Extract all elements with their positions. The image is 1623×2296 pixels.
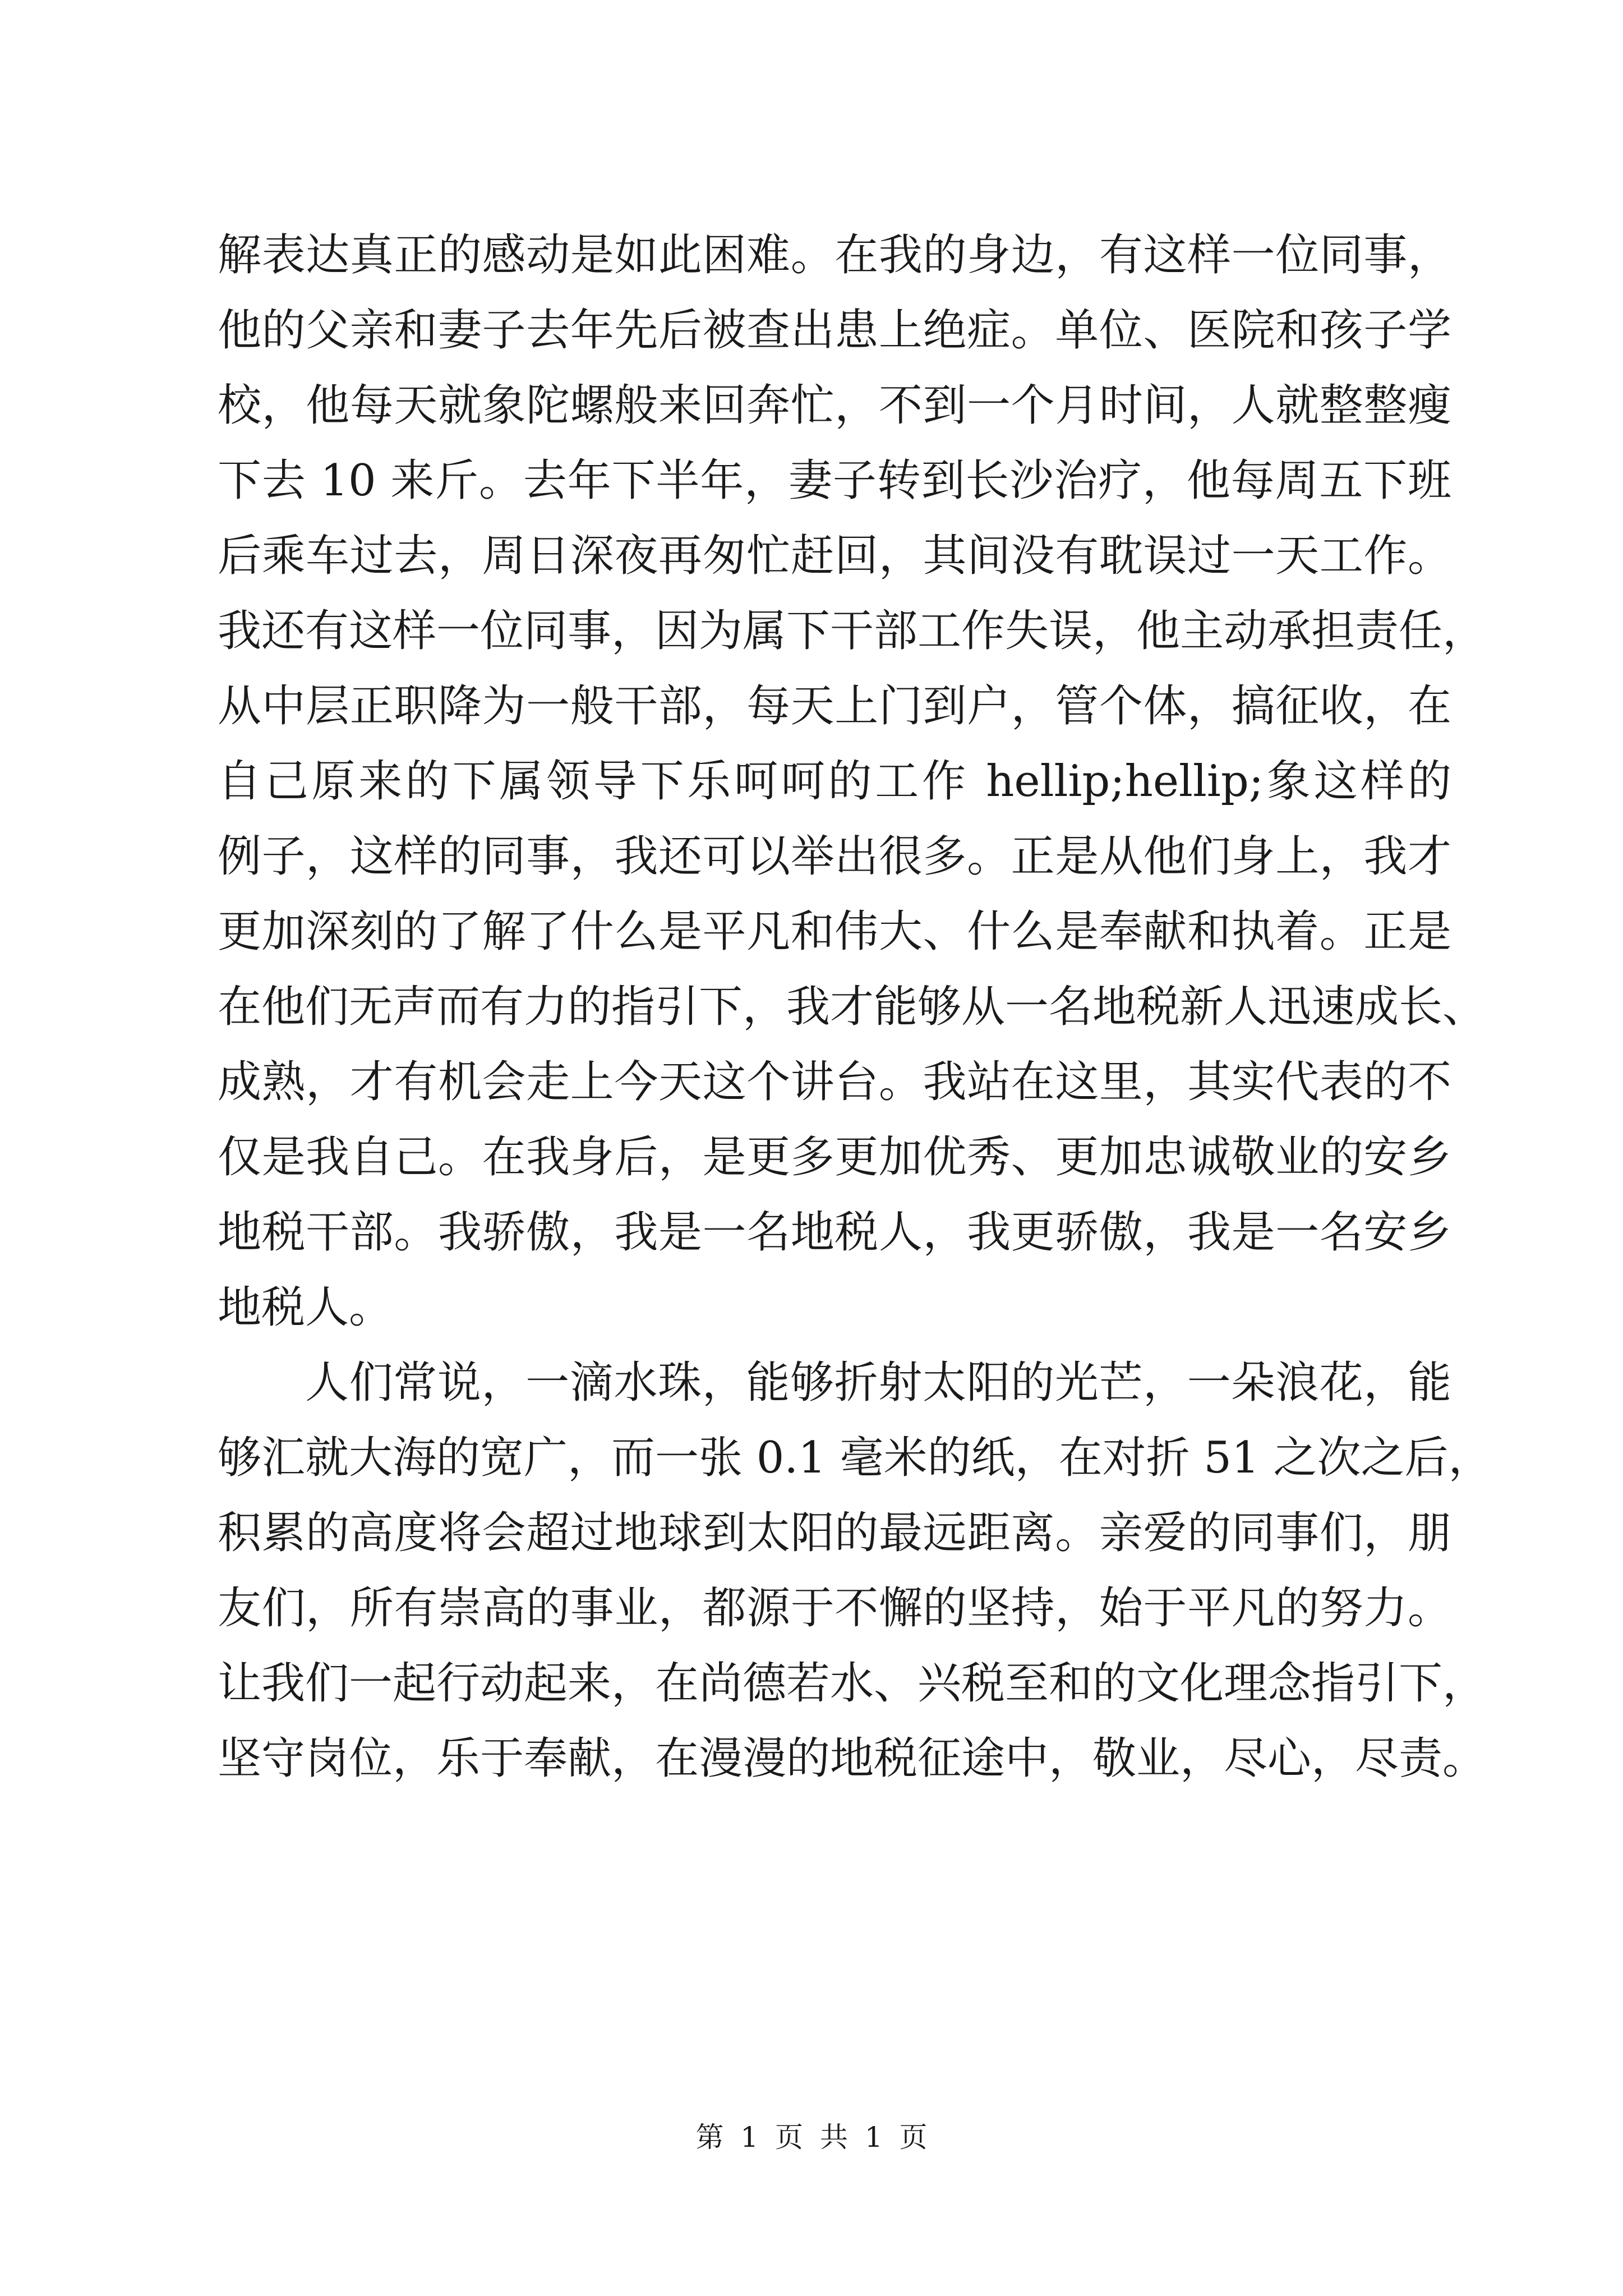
text-line: 例子，这样的同事，我还可以举出很多。正是从他们身上，我才 [218,831,1451,882]
text-line: 从中层正职降为一般干部，每天上门到户，管个体，搞征收，在 [218,681,1451,731]
text-line: 地税人。 [218,1282,393,1333]
paragraph-2 [218,1345,1492,1796]
text-line: 够汇就大海的宽广，而一张 0.1 毫米的纸，在对折 51 之次之后， [218,1433,1492,1483]
text-line: 让我们一起行动起来，在尚德若水、兴税至和的文化理念指引下， [218,1658,1487,1709]
text-line: 在他们无声而有力的指引下，我才能够从一名地税新人迅速成长、 [218,982,1487,1032]
body-text [218,218,1492,1796]
text-line: 更加深刻的了解了什么是平凡和伟大、什么是奉献和执着。正是 [218,907,1451,957]
text-line: 下去 10 来斤。去年下半年，妻子转到长沙治疗，他每周五下班 [218,455,1451,506]
text-line: 地税干部。我骄傲，我是一名地税人，我更骄傲，我是一名安乡 [218,1207,1451,1258]
text-line: 自己原来的下属领导下乐呵呵的工作 hellip;hellip;象这样的 [218,756,1451,807]
text-line: 他的父亲和妻子去年先后被查出患上绝症。单位、医院和孩子学 [218,305,1451,356]
text-line: 成熟，才有机会走上今天这个讲台。我站在这里，其实代表的不 [218,1057,1451,1107]
text-line: 积累的高度将会超过地球到太阳的最远距离。亲爱的同事们，朋 [218,1508,1451,1558]
text-line: 人们常说，一滴水珠，能够折射太阳的光芒，一朵浪花，能 [305,1358,1451,1408]
text-line: 坚守岗位，乐于奉献，在漫漫的地税征途中，敬业，尽心，尽责。 [218,1733,1487,1784]
text-line: 后乘车过去，周日深夜再匆忙赶回，其间没有耽误过一天工作。 [218,531,1451,581]
text-line: 我还有这样一位同事，因为属下干部工作失误，他主动承担责任， [218,606,1487,656]
paragraph-1 [218,218,1487,1345]
text-line: 友们，所有崇高的事业，都源于不懈的坚持，始于平凡的努力。 [218,1583,1451,1634]
page-number-footer: 第 1 页 共 1 页 [695,2121,928,2154]
text-line: 校，他每天就象陀螺般来回奔忙，不到一个月时间，人就整整瘦 [218,380,1451,431]
text-line: 仅是我自己。在我身后，是更多更加优秀、更加忠诚敬业的安乡 [218,1132,1451,1182]
text-line: 解表达真正的感动是如此困难。在我的身边，有这样一位同事， [218,230,1451,280]
